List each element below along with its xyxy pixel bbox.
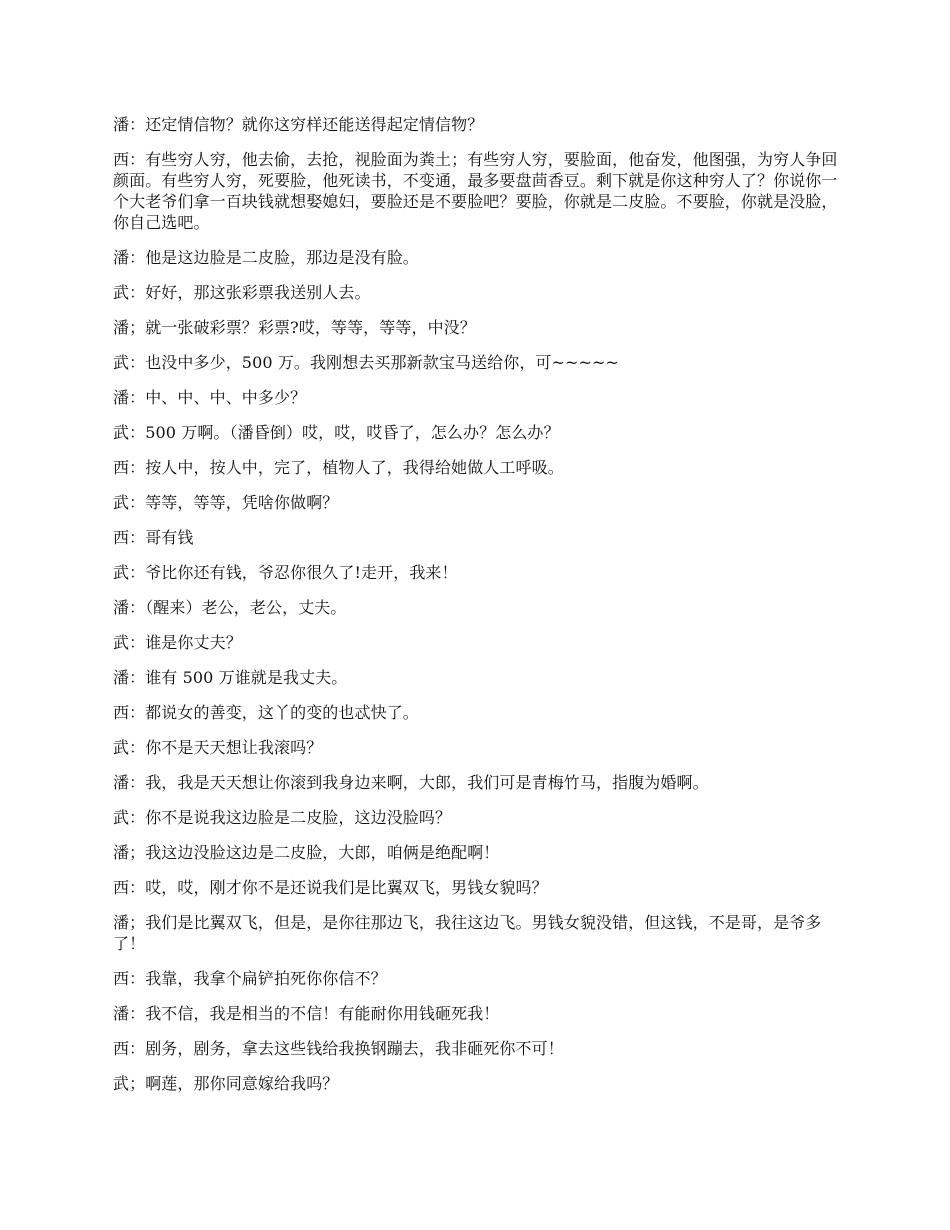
- dialogue-line-12: 武：爷比你还有钱，爷忍你很久了!走开，我来！: [113, 563, 458, 582]
- dialogue-line-1: 潘：还定情信物？就你这穷样还能送得起定情信物？: [113, 115, 484, 134]
- dialogue-line-18: 潘：我，我是天天想让你滚到我身边来啊，大郎，我们可是青梅竹马，指腹为婚啊。: [113, 773, 709, 792]
- dialogue-line-17: 武：你不是天天想让我滚吗？: [113, 738, 323, 757]
- dialogue-line-26: 武；啊莲，那你同意嫁给我吗？: [113, 1074, 339, 1093]
- dialogue-line-8: 武：500 万啊。（潘昏倒）哎，哎，哎昏了，怎么办？怎么办？: [113, 423, 560, 442]
- dialogue-line-25: 西：剧务，剧务，拿去这些钱给我换钢蹦去，我非砸死你不可！: [113, 1039, 564, 1058]
- dialogue-line-20: 潘；我这边没脸这边是二皮脸，大郎，咱俩是绝配啊！: [113, 843, 500, 862]
- dialogue-line-13: 潘：（醒来）老公，老公，丈夫。: [113, 598, 347, 617]
- dialogue-line-11: 西：哥有钱: [113, 528, 194, 547]
- dialogue-line-3: 潘：他是这边脸是二皮脸，那边是没有脸。: [113, 248, 419, 267]
- dialogue-line-7: 潘：中、中、中、中多少？: [113, 388, 307, 407]
- dialogue-line-9: 西：按人中，按人中，完了，植物人了，我得给她做人工呼吸。: [113, 458, 564, 477]
- dialogue-line-15: 潘：谁有 500 万谁就是我丈夫。: [113, 668, 348, 687]
- document-body: [113, 114, 843, 1108]
- dialogue-line-4: 武：好好，那这张彩票我送别人去。: [113, 283, 371, 302]
- dialogue-line-24: 潘：我不信，我是相当的不信！有能耐你用钱砸死我！: [113, 1004, 500, 1023]
- dialogue-line-2: 西：有些穷人穷，他去偷，去抢，视脸面为粪土；有些穷人穷，要脸面，他奋发，他图强，为穷人争回颜面。有些穷人穷，死要脸，他死读书，不变通，最多要盘茴香豆。剩下就是你这种穷人了？你说你一个大老爷们拿一百块钱就想娶媳妇，要脸还是不要脸吧？要脸，你就是二皮脸。不要脸，你就是没脸，你自己选吧。: [113, 150, 838, 232]
- dialogue-line-16: 西：都说女的善变，这丫的变的也忒快了。: [113, 703, 419, 722]
- dialogue-line-21: 西：哎，哎，刚才你不是还说我们是比翼双飞，男钱女貌吗？: [113, 878, 548, 897]
- dialogue-line-14: 武：谁是你丈夫？: [113, 633, 242, 652]
- dialogue-line-10: 武：等等，等等，凭啥你做啊？: [113, 493, 339, 512]
- dialogue-line-19: 武：你不是说我这边脸是二皮脸，这边没脸吗？: [113, 808, 452, 827]
- dialogue-line-5: 潘；就一张破彩票？彩票?哎，等等，等等，中没？: [113, 318, 476, 337]
- dialogue-line-22: 潘；我们是比翼双飞，但是，是你往那边飞，我往这边飞。男钱女貌没错，但这钱，不是哥，是爷多了！: [113, 913, 822, 953]
- dialogue-line-23: 西：我靠，我拿个扁铲拍死你你信不？: [113, 969, 387, 988]
- dialogue-line-6: 武：也没中多少，500 万。我刚想去买那新款宝马送给你，可~~~~~: [113, 353, 620, 372]
